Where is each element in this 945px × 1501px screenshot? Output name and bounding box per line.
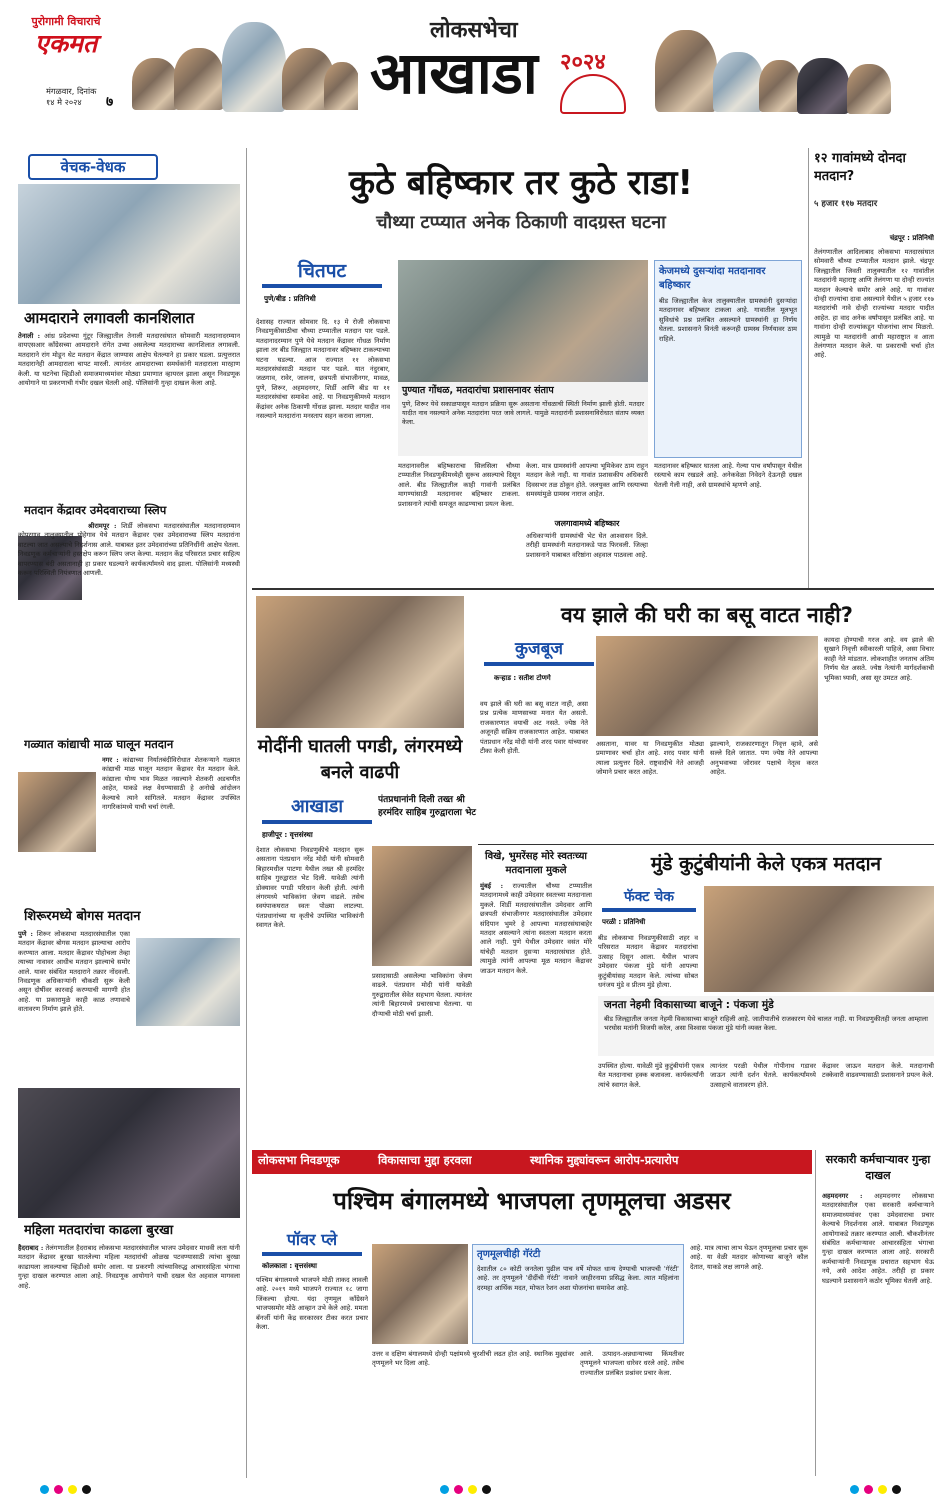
lead-col1: देशासह राज्यात सोमवार दि. १३ मे रोजी लोकसभा निवडणुकीसाठीचा चौथ्या टप्प्यातील मतदान पार पडले. मतदानादरम्यान पुणे येथे मतदान केंद्रावर गोंधळ निर्माण झाला तर बीड जिल्ह्यात मतदानावर बहिष्कार टाकल्याच्या घटना घडल्या. आज राज्यात ११ लोकसभा मतदारसंघांसाठी मतदान पार पडले. यात नंदुरबार, जळगाव, रावेर, जालना, छत्रपती संभाजीनगर, मावळ, पुणे, शिरूर, अहमदनगर, शिर्डी आणि बीड या ११ मतदारसंघांचा समावेश आहे. या निवडणुकीमध्ये मतदान केंद्रांवर अनेक ठिकाणी गोंधळ झाला. मतदार यादीत नाव नसल्याने मतदारांना मनस्ताप सहन करावा लागला. bbox=[256, 318, 390, 421]
munde-caption-head: जनता नेहमी विकासाच्या बाजूने : पंकजा मुंडे bbox=[604, 999, 774, 1011]
column-divider bbox=[815, 1150, 816, 1476]
modi-headline: मोदींनी घातली पगडी, लंगरमध्ये बनले वाढपी bbox=[257, 736, 463, 783]
wb-headline: पश्चिम बंगालमध्ये भाजपला तृणमूलचा अडसर bbox=[333, 1187, 731, 1215]
lead-col4: मतदानावर बहिष्कार घातला आहे. गेल्या पाच वर्षांपासून येथील रस्त्याचे काम रखडले आहे. अनेकवेळा निवेदने देऊनही दखल घेतली गेली नाही, असे ग्रामस्थांचे म्हणणे आहे. bbox=[654, 462, 802, 489]
photo-caption-box bbox=[398, 382, 648, 456]
story-text-burqa: हैदराबाद : तेलंगणातील हैदराबाद लोकसभा मतदारसंघातील भाजप उमेदवार माधवी लता यांनी मतदान केंद्रावर बुरखा घातलेल्या महिला मतदारांची ओळख पटवण्यासाठी त्यांचा बुरखा काढायला लावल्याचा व्हिडीओ समोर आला. या प्रकरणी त्यांच्याविरुद्ध आचारसंहिता भंगाचा गुन्हा दाखल करण्यात आला आहे. निवडणूक आयोगाने याची दखल घेत अहवाल मागवला आहे. bbox=[18, 1244, 240, 1290]
photo-mamata bbox=[372, 1244, 468, 1344]
title-big: आखाडा bbox=[370, 39, 538, 107]
modi-byline: हाजीपूर : वृत्तसंस्था bbox=[262, 830, 313, 839]
right-byline: चंद्रपूर : प्रतिनिधी bbox=[889, 234, 934, 242]
modi-side-head: पंतप्रधानांनी दिली तख्त श्री हरमंदिर साहिब गुरुद्वाराला भेट bbox=[378, 795, 476, 818]
vikhe-text: मुंबई : राज्यातील चौथ्या टप्प्यातील मतदानामध्ये काही उमेदवार स्वतःच्या मतदानाला मुकले. शिर्डी मतदारसंघातील उमेदवार आणि छत्रपती संभाजीनगर मतदारसंघातील उमेदवार संदिपान भुमरे हे आपल्या मतदारसंघाबाहेर मतदार असल्याने त्यांना स्वतःला मतदान करता आले नाही. पुणे येथील उमेदवार वसंत मोरे यांचेही मतदान दुसऱ्या मतदारसंघात होते. त्यामुळे त्यांनी आपल्या मूळ मतदान केंद्रावर जाऊन मतदान केले. bbox=[480, 882, 592, 975]
modi-tag: आखाडा bbox=[262, 794, 372, 824]
column-divider bbox=[808, 148, 809, 588]
munde-col3: त्यानंतर परळी येथील गोपीनाथ गडावर जाऊन त्यांनी दर्शन घेतले. कार्यकर्त्यांमध्ये उत्साहाचे वातावरण होते. bbox=[710, 1062, 816, 1089]
brand-logo: एकमत bbox=[34, 29, 98, 58]
trinamool-guarantee-text: देशातील ८० कोटी जनतेला पुढील पाच वर्षे मोफत धान्य देण्याची भाजपची 'गॅरंटी' आहे. तर तृणमूलने 'दीदींची गॅरंटी' नावाने जाहीरनामा प्रसिद्ध केला. त्यात महिलांना दरमहा आर्थिक मदत, मोफत रेशन अशा योजनांचा समावेश आहे. bbox=[477, 1265, 679, 1292]
lead-byline: पुणे/बीड : प्रतिनिधी bbox=[264, 294, 316, 303]
election-banner bbox=[252, 1150, 812, 1174]
portrait bbox=[324, 62, 358, 110]
gov-text: अहमदनगर : अहमदनगर लोकसभा मतदारसंघातील एका सरकारी कर्मचाऱ्याने समाजमाध्यमांवर एका उमेदवाराचा प्रचार केल्याचे निदर्शनास आले. याबाबत निवडणूक आयोगाकडे तक्रार करण्यात आली. चौकशीनंतर संबंधित कर्मचाऱ्यावर आचारसंहिता भंगाचा गुन्हा दाखल करण्यात आला आहे. सरकारी कर्मचाऱ्यांनी निवडणूक प्रचारात सहभाग घेऊ नये, असे आदेश आहेत. तरीही हा प्रकार घडल्याने प्रशासनाने कठोर भूमिका घेतली आहे. bbox=[822, 1192, 934, 1285]
section-label-vechak: वेचक-वेधक bbox=[28, 154, 158, 180]
color-mark bbox=[892, 1485, 901, 1494]
munde-byline: परळी : प्रतिनिधी bbox=[602, 918, 646, 926]
story-text-slips: श्रीरामपूर : शिर्डी लोकसभा मतदारसंघातील मतदानादरम्यान कोपरगाव तालुक्यातील पोहेगाव येथे मतदान केंद्रावर एका उमेदवाराच्या स्लिप मतदारांना वाटल्या जात असल्याचे निदर्शनास आले. याबाबत इतर उमेदवारांच्या प्रतिनिधींनी आक्षेप घेतला. निवडणूक कर्मचाऱ्यांनी हस्तक्षेप करून स्लिप जप्त केल्या. मतदान केंद्र परिसरात प्रचार साहित्य वापरण्यास बंदी असतानाही हा प्रकार घडल्याने कार्यकर्त्यांमध्ये वाद झाला. पोलिसांनी मध्यस्थी करून परिस्थिती नियंत्रणात आणली. bbox=[18, 522, 240, 578]
wb-tag: पॉवर प्ले bbox=[262, 1228, 362, 1256]
lead-headline: कुठे बहिष्कार तर कुठे राडा! bbox=[349, 163, 693, 203]
story-head-slips: मतदान केंद्रावर उमेदवाराच्या स्लिप bbox=[24, 503, 167, 517]
right-sub: ५ हजार ११७ मतदार bbox=[814, 199, 878, 209]
lead-col2: मतदानावरील बहिष्काराचा सिलसिला चौथ्या टप्प्यातील निवडणुकीमध्येही सुरूच असल्याचे दिसून आले. बीड जिल्ह्यातील काही गावांनी प्रलंबित मागण्यांसाठी मतदानावर बहिष्कार टाकला. प्रशासनाने त्यांची समजूत काढण्याचा प्रयत्न केला. bbox=[398, 462, 520, 508]
title-small: लोकसभेचा bbox=[430, 18, 518, 43]
color-mark bbox=[54, 1485, 63, 1494]
brand-block bbox=[18, 14, 114, 106]
age-headline: वय झाले की घरी का बसू वाटत नाही? bbox=[561, 603, 853, 627]
munde-caption-box bbox=[598, 996, 934, 1056]
color-mark bbox=[864, 1485, 873, 1494]
color-mark bbox=[82, 1485, 91, 1494]
color-mark bbox=[878, 1485, 887, 1494]
lead-tag: चितपट bbox=[262, 258, 382, 288]
portrait bbox=[222, 22, 286, 112]
portrait bbox=[759, 60, 801, 112]
munde-headline: मुंडे कुटुंबीयांनी केले एकत्र मतदान bbox=[650, 853, 882, 875]
wb-col4: आहे. मात्र त्याचा लाभ घेऊन तृणमूलचा प्रचार सुरू आहे. या वेळी मतदार कोणाच्या बाजूने कौल देतात, याकडे लक्ष लागले आहे. bbox=[690, 1244, 808, 1271]
portrait bbox=[797, 58, 849, 114]
color-mark bbox=[850, 1485, 859, 1494]
parliament-icon bbox=[560, 74, 626, 114]
wb-col3: आले. उत्पादन-अन्नधान्याच्या किंमतीवर तृणमूलने भाजपला धारेवर धरले आहे. तसेच राज्यातील प्रलंबित प्रश्नांवर प्रचार केला. bbox=[580, 1350, 684, 1377]
section-rule bbox=[252, 588, 934, 590]
trinamool-guarantee-box bbox=[472, 1244, 684, 1344]
leaders-portrait-group-right bbox=[655, 18, 915, 114]
color-mark bbox=[454, 1485, 463, 1494]
photo-caption-text: पुणे, शिरूर येथे सकाळपासून मतदान प्रक्रिया सुरू असताना गोंधळाची स्थिती निर्माण झाली होती. मतदार यादीत नाव नसल्याने अनेक मतदारांना परत जावे लागले. यामुळे मतदारांनी प्रशासनाविरोधात संताप व्यक्त केला. bbox=[402, 400, 644, 426]
banner-label: लोकसभा निवडणूक bbox=[258, 1153, 340, 1167]
photo-ink-finger bbox=[136, 938, 240, 1026]
wb-col2: उत्तर व दक्षिण बंगालमध्ये दोन्ही पक्षांमध्ये चुरशीची लढत होत आहे. स्थानिक मुद्द्यांवर तृणमूलने भर दिला आहे. bbox=[372, 1350, 574, 1368]
color-mark bbox=[468, 1485, 477, 1494]
color-mark bbox=[40, 1485, 49, 1494]
story-head-bogus: शिरूरमध्ये बोगस मतदान bbox=[24, 909, 141, 924]
kej-boycott-text: बीड जिल्ह्यातील केज तालुक्यातील ग्रामस्थांनी दुसऱ्यांदा मतदानावर बहिष्कार टाकला आहे. गावातील मूलभूत सुविधांचे प्रश्न प्रलंबित असल्याने ग्रामस्थांनी हा निर्णय घेतला. प्रशासनाने विनंती करूनही ग्रामस्थ निर्णयावर ठाम राहिले. bbox=[659, 297, 797, 343]
munde-col4: केंद्रावर जाऊन मतदान केले. मतदानाची टक्केवारी वाढवण्यासाठी प्रशासनाने प्रयत्न केले. bbox=[822, 1062, 934, 1080]
right-head: १२ गावांमध्ये दोनदा मतदान? bbox=[814, 151, 906, 184]
wb-byline: कोलकाता : वृत्तसंस्था bbox=[262, 1262, 317, 1270]
photo-onion-garland bbox=[18, 772, 96, 852]
munde-caption-text: बीड जिल्ह्यातील जनता नेहमी विकासाच्या बाजूने राहिली आहे. जातीपातीचे राजकारण येथे चालत नाही. या निवडणुकीतही जनता आम्हाला भरघोस मतांनी विजयी करेल, असा विश्वास पंकजा मुंडे यांनी व्यक्त केला. bbox=[604, 1015, 928, 1033]
photo-burqa-voters bbox=[18, 1088, 240, 1218]
munde-col2: उपस्थित होत्या. यावेळी मुंडे कुटुंबीयांनी एकत्र येत मतदानाचा हक्क बजावला. कार्यकर्त्यांनी त्यांचे स्वागत केले. bbox=[598, 1062, 704, 1089]
photo-modi-turban bbox=[372, 846, 472, 966]
title-year: २०२४ bbox=[560, 50, 606, 75]
left-column bbox=[18, 148, 240, 1478]
color-mark bbox=[440, 1485, 449, 1494]
story-text-onion: नगर : कांद्याच्या निर्यातबंदीविरोधात शेतकऱ्याने गळ्यात कांद्याची माळ घालून मतदान केंद्रावर येत मतदान केले. कांद्याला योग्य भाव मिळत नसल्याने शेतकरी अडचणीत आहेत, याकडे लक्ष वेधण्यासाठी हे अनोखे आंदोलन केल्याचे त्याने सांगितले. मतदान केंद्रावर उपस्थित नागरिकांमध्ये याची चर्चा रंगली. bbox=[102, 756, 240, 812]
banner-text1: विकासाचा मुद्दा हरवला bbox=[378, 1153, 472, 1167]
masthead-title bbox=[360, 14, 630, 118]
photo-mla-slap bbox=[18, 184, 240, 304]
photo-pune-chaos bbox=[398, 260, 648, 382]
kej-boycott-box bbox=[654, 260, 802, 458]
portrait bbox=[174, 48, 224, 110]
kej-boycott-head: केजमध्ये दुसऱ्यांदा मतदानावर बहिष्कार bbox=[659, 266, 766, 291]
photo-pawar-modi bbox=[596, 636, 818, 736]
photo-munde-family bbox=[704, 886, 934, 992]
portrait bbox=[847, 64, 891, 114]
leaders-portrait-group-left bbox=[132, 18, 358, 114]
masthead bbox=[0, 0, 945, 140]
brand-tagline: पुरोगामी विचाराचे bbox=[31, 15, 101, 28]
portrait bbox=[132, 58, 178, 110]
gov-head: सरकारी कर्मचाऱ्यावर गुन्हा दाखल bbox=[825, 1153, 931, 1182]
age-tag: कुजबूज bbox=[484, 636, 594, 666]
issue-date: मंगळवार, दिनांक १४ मे २०२४ bbox=[46, 86, 97, 106]
wb-col1: पश्चिम बंगालमध्ये भाजपने मोठी ताकद लावली आहे. २०१९ मध्ये भाजपने राज्यात १८ जागा जिंकल्या होत्या. यंदा तृणमूल काँग्रेसने भाजपसमोर मोठे आव्हान उभे केले आहे. ममता बॅनर्जी यांनी केंद्र सरकारवर टीका करत प्रचार केला. bbox=[256, 1276, 368, 1332]
section-rule bbox=[478, 844, 934, 845]
age-col1: वय झाले की घरी का बसू वाटत नाही, असा प्रश्न प्रत्येक माणसाच्या मनात येत असतो. राजकारणात वयाची अट नसते. ज्येष्ठ नेते अजूनही सक्रिय राजकारणात आहेत. याबाबत पंतप्रधान नरेंद्र मोदी यांनी शरद पवार यांच्यावर टीका केली होती. bbox=[480, 700, 588, 756]
age-byline: कऱ्हाड : सतीश टोणगे bbox=[494, 674, 551, 682]
color-mark bbox=[68, 1485, 77, 1494]
banner-text2: स्थानिक मुद्द्यांवरून आरोप-प्रत्यारोप bbox=[530, 1153, 679, 1167]
vikhe-headline: विखे, भुमरेंसह मोरे स्वतःच्या मतदानाला मुकले bbox=[485, 851, 587, 876]
jal-head: जलगावामध्ये बहिष्कार bbox=[554, 519, 620, 528]
portrait bbox=[713, 52, 763, 112]
story-head-onion: गळ्यात कांद्याची माळ घालून मतदान bbox=[24, 737, 174, 751]
story-head-mla-slap: आमदाराने लगावली कानशिलात bbox=[24, 309, 195, 327]
story-text-bogus: पुणे : शिरूर लोकसभा मतदारसंघातील एका मतदान केंद्रावर बोगस मतदान झाल्याचा आरोप करण्यात आला. मतदार केंद्रावर पोहोचला तेव्हा त्याच्या नावावर आधीच मतदान झाल्याचे समोर आले. यावर संबंधित मतदाराने तक्रार नोंदवली. निवडणूक अधिकाऱ्यांनी चौकशी सुरू केली असून दोषींवर कारवाई करण्याची मागणी होत आहे. या प्रकारामुळे काही काळ तणावाचे वातावरण निर्माण झाले होते. bbox=[18, 930, 130, 1014]
age-col3: झाल्याने, राजकारणातून निवृत्त व्हावे, असे सल्ले दिले जातात. पण ज्येष्ठ नेते आपल्या अनुभवाच्या जोरावर पक्षाचे नेतृत्व करत आहेत. bbox=[710, 740, 818, 777]
age-col2: असताना, यावर या निवडणुकीत मोठ्या प्रमाणावर चर्चा होत आहे. शरद पवार यांनी त्याला प्रत्युत्तर दिले. राष्ट्रवादीचे नेते आजही जोमाने प्रचार करत आहेत. bbox=[596, 740, 704, 777]
munde-col1: बीड लोकसभा निवडणुकीसाठी शहर व परिसरात मतदान केंद्रावर मतदारांचा उत्साह दिसून आला. येथील भाजप उमेदवार पंकजा मुंडे यांनी आपल्या कुटुंबीयांसह मतदान केले. त्यांच्या सोबत धनंजय मुंडे व प्रीतम मुंडे होत्या. bbox=[598, 934, 698, 990]
trinamool-guarantee-head: तृणमूलचीही गॅरंटी bbox=[477, 1249, 541, 1260]
photo-modi-langar bbox=[256, 596, 464, 728]
story-head-burqa: महिला मतदारांचा काढला बुरखा bbox=[24, 1223, 174, 1238]
munde-tag: फॅक्ट चेक bbox=[602, 886, 696, 912]
column-divider bbox=[246, 148, 247, 1478]
print-registration-marks bbox=[0, 1482, 945, 1496]
photo-caption-head: पुण्यात गोंधळ, मतदारांचा प्रशासनावर संताप bbox=[402, 385, 554, 396]
modi-col2: प्रसादासाठी असलेल्या भाविकांना जेवण वाढले. पंतप्रधान मोदी यांनी यावेळी गुरुद्वारातील सेवेत सहभाग घेतला. त्यानंतर त्यांनी बिहारमध्ये प्रचारसभा घेतल्या. या दौऱ्याची मोठी चर्चा झाली. bbox=[372, 972, 472, 1018]
story-text-mla-slap: तेनाली : आंध्र प्रदेशच्या गुंटूर जिल्ह्यातील तेनाली मतदारसंघात सोमवारी मतदानादरम्यान वायएसआर काँग्रेसच्या आमदाराने रांगेत उभ्या असलेल्या मतदाराच्या कानशिलात लगावली. मतदाराने रांग मोडून थेट मतदान केंद्रात जाण्यास आक्षेप घेतल्याने हा प्रकार घडला. प्रत्युत्तरात मतदारानेही आमदाराला चापट मारली. त्यानंतर आमदाराच्या समर्थकांनी मतदाराला मारहाण केली. या घटनेचा व्हिडीओ समाजमाध्यमांवर मोठ्या प्रमाणात व्हायरल झाला असून निवडणूक आयोगाने या प्रकरणाची गंभीर दखल घेतली आहे. पोलिसांनी गुन्हा दाखल केला आहे. bbox=[18, 332, 240, 388]
color-mark bbox=[482, 1485, 491, 1494]
jal-text: अधिकाऱ्यांनी ग्रामस्थांची भेट घेत आश्वासन दिले. तरीही ग्रामस्थांनी मतदानाकडे पाठ फिरवली. जिल्हा प्रशासनाने याबाबत वरिष्ठांना अहवाल पाठवला आहे. bbox=[526, 532, 648, 559]
age-col4: कायदा होण्याची गरज आहे. वय झाले की सुखाने निवृत्ती स्वीकारली पाहिजे, असा विचार काही नेते मांडतात. लोकशाहीत जनताच अंतिम निर्णय घेत असते. ज्येष्ठ नेत्यांनी मार्गदर्शकाची भूमिका घ्यावी, असा सूर उमटत आहे. bbox=[824, 636, 934, 682]
lead-subhead: चौथ्या टप्प्यात अनेक ठिकाणी वादग्रस्त घटना bbox=[376, 212, 666, 233]
right-text: तेलंगणातील आदिलाबाद लोकसभा मतदारसंघात सोमवारी चौथ्या टप्प्यातील मतदान झाले. चंद्रपूर जिल्ह्यातील जिवती तालुक्यातील १२ गावांतील मतदारांनी महाराष्ट्र आणि तेलंगणा या दोन्ही राज्यांत मतदान केल्याचे समोर आले आहे. या गावांवर दोन्ही राज्यांचा दावा असल्याने येथील ५ हजार ११७ मतदारांची नावे दोन्ही राज्यांच्या मतदार यादीत आहेत. हा वाद अनेक वर्षांपासून प्रलंबित आहे. या गावांना दोन्ही राज्यांकडून योजनांचा लाभ मिळतो. त्यामुळे या मतदारांनी आधी महाराष्ट्रात व आता तेलंगणात मतदान केले. या प्रकाराची चर्चा होत आहे. bbox=[814, 248, 934, 360]
page-number: ७ bbox=[106, 94, 114, 106]
lead-col3: केला. मात्र ग्रामस्थांनी आपल्या भूमिकेवर ठाम राहून मतदान केले नाही. या गावांत प्रशासकीय अधिकारी दिवसभर तळ ठोकून होते. जलयुक्त आणि रस्त्याच्या समस्यांमुळे ग्रामस्थ नाराज आहेत. bbox=[526, 462, 648, 499]
modi-col1: देशात लोकसभा निवडणुकीचे मतदान सुरू असताना पंतप्रधान नरेंद्र मोदी यांनी सोमवारी बिहारमधील पाटणा येथील तख्त श्री हरमंदिर साहिब गुरुद्वारात भेट दिली. यावेळी त्यांनी डोक्यावर पगडी परिधान केली होती. त्यांनी लंगरमध्ये भाविकांना जेवण वाढले. तसेच स्वयंपाकघरात स्वतः पोळ्या लाटल्या. पंतप्रधानांच्या या कृतीचे उपस्थित भाविकांनी स्वागत केले. bbox=[256, 846, 364, 930]
portrait bbox=[655, 30, 717, 112]
